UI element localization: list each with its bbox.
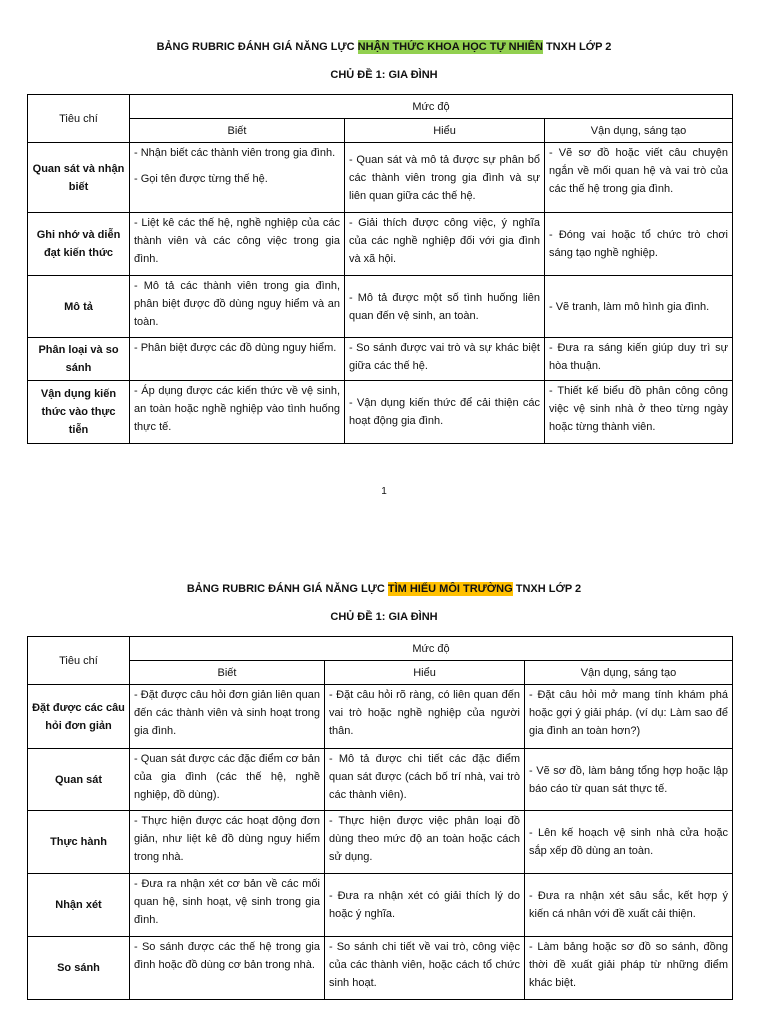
title-highlight: NHẬN THỨC KHOA HỌC TỰ NHIÊN	[357, 41, 543, 53]
know-cell: - Mô tả các thành viên trong gia đình, phân biệt được đồ dùng nguy hiểm và an toàn.	[130, 276, 345, 338]
rubric-table-2	[27, 636, 733, 1000]
know-cell	[130, 143, 345, 213]
table-row	[28, 811, 733, 874]
criteria-cell: Quan sát	[28, 749, 130, 811]
page-number: 1	[381, 486, 387, 497]
criteria-cell: Ghi nhớ và diễn đạt kiến thức	[28, 213, 130, 276]
col-apply-header: Vận dụng, sáng tạo	[525, 661, 733, 685]
know-cell: - Liệt kê các thế hệ, nghề nghiệp của các thành viên và các công việc trong gia đình.	[130, 213, 345, 276]
understand-cell: - Đưa ra nhận xét có giải thích lý do hoặc ý nghĩa.	[325, 874, 525, 937]
criteria-cell: Đặt được các câu hỏi đơn giản	[28, 685, 130, 749]
table-header-row	[28, 637, 733, 661]
col-know-header: Biết	[130, 119, 345, 143]
col-criteria-header: Tiêu chí	[28, 95, 130, 143]
apply-cell: - Làm bảng hoặc sơ đồ so sánh, đồng thời đề xuất giải pháp từ những điểm khác biệt.	[525, 937, 733, 1000]
title-prefix: BẢNG RUBRIC ĐÁNH GIÁ NĂNG LỰC	[186, 583, 388, 595]
understand-cell: - Mô tả được một số tình huống liên quan đến vệ sinh, an toàn.	[345, 276, 545, 338]
understand-cell: - So sánh được vai trò và sự khác biệt giữa các thế hệ.	[345, 338, 545, 381]
table-row	[28, 937, 733, 1000]
apply-cell: - Vẽ sơ đồ, làm bảng tổng hợp hoặc lập báo cáo từ quan sát thực tế.	[525, 749, 733, 811]
col-level-header: Mức độ	[130, 637, 733, 661]
apply-cell: - Thiết kế biểu đồ phân công công việc vệ sinh nhà ở theo từng ngày hoặc từng thành viên.	[545, 381, 733, 444]
rubric-title-2	[0, 582, 768, 596]
know-cell: - Phân biệt được các đồ dùng nguy hiểm.	[130, 338, 345, 381]
table-row	[28, 213, 733, 276]
table-subheader-row	[28, 661, 733, 685]
table-row	[28, 874, 733, 937]
know-cell: - Đặt được câu hỏi đơn giản liên quan đến các thành viên và sinh hoạt trong gia đình.	[130, 685, 325, 749]
criteria-cell: Quan sát và nhận biết	[28, 143, 130, 213]
table-row	[28, 143, 733, 213]
title-suffix: TNXH LỚP 2	[542, 41, 612, 53]
title-suffix: TNXH LỚP 2	[512, 583, 582, 595]
table-header-row	[28, 95, 733, 119]
table-row	[28, 685, 733, 749]
rubric-section-1	[0, 40, 768, 82]
rubric-subtitle-1: CHỦ ĐỀ 1: GIA ĐÌNH	[330, 69, 438, 81]
know-cell: - So sánh được các thế hệ trong gia đình hoặc đồ dùng cơ bản trong nhà.	[130, 937, 325, 1000]
col-know-header: Biết	[130, 661, 325, 685]
understand-cell: - Đặt câu hỏi rõ ràng, có liên quan đến vai trò hoặc nghề nghiệp của người thân.	[325, 685, 525, 749]
understand-cell: - Giải thích được công việc, ý nghĩa của các nghề nghiệp đối với gia đình và xã hội.	[345, 213, 545, 276]
rubric-section-2	[0, 582, 768, 624]
rubric-title-1	[0, 40, 768, 54]
criteria-cell: Thực hành	[28, 811, 130, 874]
know-line: - Nhận biết các thành viên trong gia đình.	[134, 147, 336, 159]
table-subheader-row	[28, 119, 733, 143]
know-cell: - Đưa ra nhận xét cơ bản về các mối quan hệ, sinh hoạt, vệ sinh trong gia đình.	[130, 874, 325, 937]
col-understand-header: Hiểu	[345, 119, 545, 143]
table-row	[28, 381, 733, 444]
apply-cell: - Vẽ sơ đồ hoặc viết câu chuyện ngắn về mối quan hệ và vai trò của các thế hệ trong gia đình.	[545, 143, 733, 213]
rubric-subtitle-2: CHỦ ĐỀ 1: GIA ĐÌNH	[330, 611, 438, 623]
criteria-cell: Phân loại và so sánh	[28, 338, 130, 381]
table-row	[28, 338, 733, 381]
table-row	[28, 276, 733, 338]
rubric-table-1	[27, 94, 733, 444]
know-cell: - Quan sát được các đặc điểm cơ bản của gia đình (các thế hệ, nghề nghiệp, đồ dùng).	[130, 749, 325, 811]
understand-cell: - Mô tả được chi tiết các đặc điểm quan sát được (cách bố trí nhà, vai trò các thành viên).	[325, 749, 525, 811]
col-level-header: Mức độ	[130, 95, 733, 119]
apply-cell: - Đưa ra nhận xét sâu sắc, kết hợp ý kiến cá nhân với đề xuất cải thiện.	[525, 874, 733, 937]
know-cell: - Áp dụng được các kiến thức về vệ sinh, an toàn hoặc nghề nghiệp vào tình huống thực tế.	[130, 381, 345, 444]
understand-cell: - Vận dụng kiến thức để cải thiện các hoạt động gia đình.	[345, 381, 545, 444]
understand-cell: - Thực hiện được việc phân loại đồ dùng theo mức độ an toàn hoặc cách sử dụng.	[325, 811, 525, 874]
col-criteria-header: Tiêu chí	[28, 637, 130, 685]
understand-cell: - So sánh chi tiết về vai trò, công việc của các thành viên, hoặc cách tổ chức sinh hoạt.	[325, 937, 525, 1000]
col-apply-header: Vận dụng, sáng tạo	[545, 119, 733, 143]
apply-cell: - Vẽ tranh, làm mô hình gia đình.	[545, 276, 733, 338]
know-line: - Gọi tên được từng thế hệ.	[134, 173, 268, 185]
apply-cell: - Đặt câu hỏi mở mang tính khám phá hoặc gợi ý giải pháp. (ví dụ: Làm sao để gia đình an toàn hơn?)	[525, 685, 733, 749]
apply-cell: - Đưa ra sáng kiến giúp duy trì sự hòa thuận.	[545, 338, 733, 381]
criteria-cell: Mô tả	[28, 276, 130, 338]
table-row	[28, 749, 733, 811]
criteria-cell: Vận dụng kiến thức vào thực tiễn	[28, 381, 130, 444]
title-highlight: TÌM HIỂU MÔI TRƯỜNG	[387, 583, 513, 595]
col-understand-header: Hiểu	[325, 661, 525, 685]
apply-cell: - Lên kế hoạch vệ sinh nhà cửa hoặc sắp xếp đồ dùng an toàn.	[525, 811, 733, 874]
apply-cell: - Đóng vai hoặc tổ chức trò chơi sáng tạo nghề nghiệp.	[545, 213, 733, 276]
know-cell: - Thực hiện được các hoạt động đơn giản, như liệt kê đồ dùng nguy hiểm trong nhà.	[130, 811, 325, 874]
understand-cell: - Quan sát và mô tả được sự phân bổ các thành viên trong gia đình và sự liên quan giữa các thế hệ.	[345, 143, 545, 213]
criteria-cell: So sánh	[28, 937, 130, 1000]
title-prefix: BẢNG RUBRIC ĐÁNH GIÁ NĂNG LỰC	[156, 41, 358, 53]
criteria-cell: Nhận xét	[28, 874, 130, 937]
